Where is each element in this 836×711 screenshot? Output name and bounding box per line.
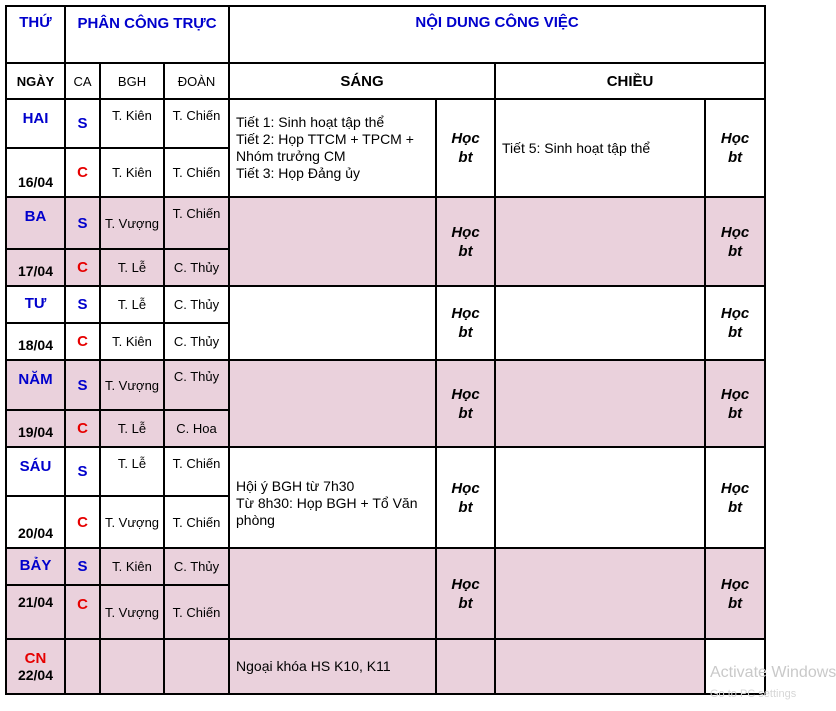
duty-bgh: T. Kiên bbox=[100, 323, 164, 360]
morning-work bbox=[229, 548, 436, 639]
day-date: 21/04 bbox=[6, 585, 65, 639]
duty-doan: T. Chiến bbox=[164, 447, 229, 496]
work-line: Hội ý BGH từ 7h30 bbox=[236, 478, 355, 494]
duty-bgh: T. Lễ bbox=[100, 447, 164, 496]
day-date: 19/04 bbox=[6, 410, 65, 447]
shift-cell bbox=[65, 639, 100, 694]
day-label: BA bbox=[6, 197, 65, 249]
shift-s: S bbox=[65, 548, 100, 585]
day-date: 18/04 bbox=[6, 323, 65, 360]
schedule-table bbox=[5, 5, 766, 695]
header-phan-cong: PHÂN CÔNG TRỰC bbox=[65, 6, 229, 63]
day-cn bbox=[6, 639, 65, 694]
morning-work bbox=[229, 360, 436, 447]
day-date: 16/04 bbox=[6, 148, 65, 197]
duty-doan: T. Chiến bbox=[164, 99, 229, 148]
duty-bgh: T. Lễ bbox=[100, 286, 164, 323]
shift-c: C bbox=[65, 148, 100, 197]
morning-work bbox=[229, 99, 436, 197]
duty-bgh: T. Kiên bbox=[100, 548, 164, 585]
duty-bgh: T. Lễ bbox=[100, 410, 164, 447]
day-label: TƯ bbox=[6, 286, 65, 323]
hoc-bt-morning: Học bt bbox=[436, 286, 495, 360]
morning-work bbox=[229, 639, 436, 694]
day-date: 17/04 bbox=[6, 249, 65, 286]
header-noi-dung: NỘI DUNG CÔNG VIỆC bbox=[229, 6, 765, 63]
duty-bgh: T. Lễ bbox=[100, 249, 164, 286]
header-bgh: BGH bbox=[100, 63, 164, 99]
hoc-bt-morning: Học bt bbox=[436, 447, 495, 548]
duty-bgh: T. Vượng bbox=[100, 585, 164, 639]
duty-doan: C. Thủy bbox=[164, 548, 229, 585]
shift-s: S bbox=[65, 197, 100, 249]
shift-c: C bbox=[65, 410, 100, 447]
hoc-bt-afternoon: Học bt bbox=[705, 360, 765, 447]
morning-work bbox=[229, 197, 436, 286]
afternoon-work bbox=[495, 548, 705, 639]
afternoon-work bbox=[495, 360, 705, 447]
day-label: SÁU bbox=[6, 447, 65, 496]
day-label: NĂM bbox=[6, 360, 65, 410]
activate-windows-hint: Go to PC settings bbox=[710, 688, 797, 700]
duty-doan: T. Chiến bbox=[164, 197, 229, 249]
hoc-bt-morning: Học bt bbox=[436, 360, 495, 447]
duty-doan: C. Thủy bbox=[164, 286, 229, 323]
morning-work bbox=[229, 286, 436, 360]
afternoon-work: Tiết 5: Sinh hoạt tập thể bbox=[495, 99, 705, 197]
shift-s: S bbox=[65, 447, 100, 496]
hoc-bt-morning: Học bt bbox=[436, 99, 495, 197]
hoc-bt-afternoon: Học bt bbox=[705, 197, 765, 286]
shift-s: S bbox=[65, 286, 100, 323]
shift-c: C bbox=[65, 249, 100, 286]
header-ca: CA bbox=[65, 63, 100, 99]
duty-doan: C. Hoa bbox=[164, 410, 229, 447]
work-line: Tiết 3: Họp Đảng ủy bbox=[236, 165, 361, 181]
day-label: HAI bbox=[6, 99, 65, 148]
work-line: Tiết 1: Sinh hoạt tập thể bbox=[236, 114, 385, 130]
day-date: 20/04 bbox=[6, 496, 65, 548]
duty-bgh: T. Vượng bbox=[100, 496, 164, 548]
hoc-bt-morning: Học bt bbox=[436, 548, 495, 639]
shift-c: C bbox=[65, 496, 100, 548]
duty-bgh bbox=[100, 639, 164, 694]
hoc-bt-afternoon: Học bt bbox=[705, 99, 765, 197]
duty-bgh: T. Vượng bbox=[100, 197, 164, 249]
duty-bgh: T. Kiên bbox=[100, 148, 164, 197]
day-label: BẢY bbox=[6, 548, 65, 585]
duty-doan: T. Chiến bbox=[164, 496, 229, 548]
day-date: 22/04 bbox=[17, 666, 54, 683]
afternoon-work bbox=[495, 286, 705, 360]
shift-s: S bbox=[65, 360, 100, 410]
day-label: CN bbox=[24, 649, 47, 667]
work-line: Từ 8h30: Họp BGH + Tổ Văn phòng bbox=[236, 495, 418, 528]
header-thu: THỨ bbox=[6, 6, 65, 63]
header-doan: ĐOÀN bbox=[164, 63, 229, 99]
hoc-bt-afternoon: Học bt bbox=[705, 286, 765, 360]
header-sang: SÁNG bbox=[229, 63, 495, 99]
shift-c: C bbox=[65, 323, 100, 360]
duty-doan bbox=[164, 639, 229, 694]
duty-bgh: T. Kiên bbox=[100, 99, 164, 148]
duty-doan: C. Thủy bbox=[164, 323, 229, 360]
duty-doan: C. Thủy bbox=[164, 360, 229, 410]
shift-c: C bbox=[65, 585, 100, 639]
activate-windows-watermark: Activate Windows bbox=[710, 664, 836, 681]
hoc-bt-afternoon: Học bt bbox=[705, 548, 765, 639]
hoc-bt-afternoon: Học bt bbox=[705, 447, 765, 548]
header-chieu: CHIỀU bbox=[495, 63, 765, 99]
duty-doan: C. Thủy bbox=[164, 249, 229, 286]
morning-work bbox=[229, 447, 436, 548]
shift-s: S bbox=[65, 99, 100, 148]
afternoon-work bbox=[495, 639, 705, 694]
header-ngay: NGÀY bbox=[6, 63, 65, 99]
duty-doan: T. Chiến bbox=[164, 585, 229, 639]
work-line: Tiết 2: Họp TTCM + TPCM + Nhóm trưởng CM bbox=[236, 131, 414, 164]
duty-doan: T. Chiến bbox=[164, 148, 229, 197]
afternoon-work bbox=[495, 447, 705, 548]
hoc-bt-morning bbox=[436, 639, 495, 694]
work-line: Ngoại khóa HS K10, K11 bbox=[236, 658, 391, 674]
afternoon-work bbox=[495, 197, 705, 286]
duty-bgh: T. Vượng bbox=[100, 360, 164, 410]
hoc-bt-morning: Học bt bbox=[436, 197, 495, 286]
